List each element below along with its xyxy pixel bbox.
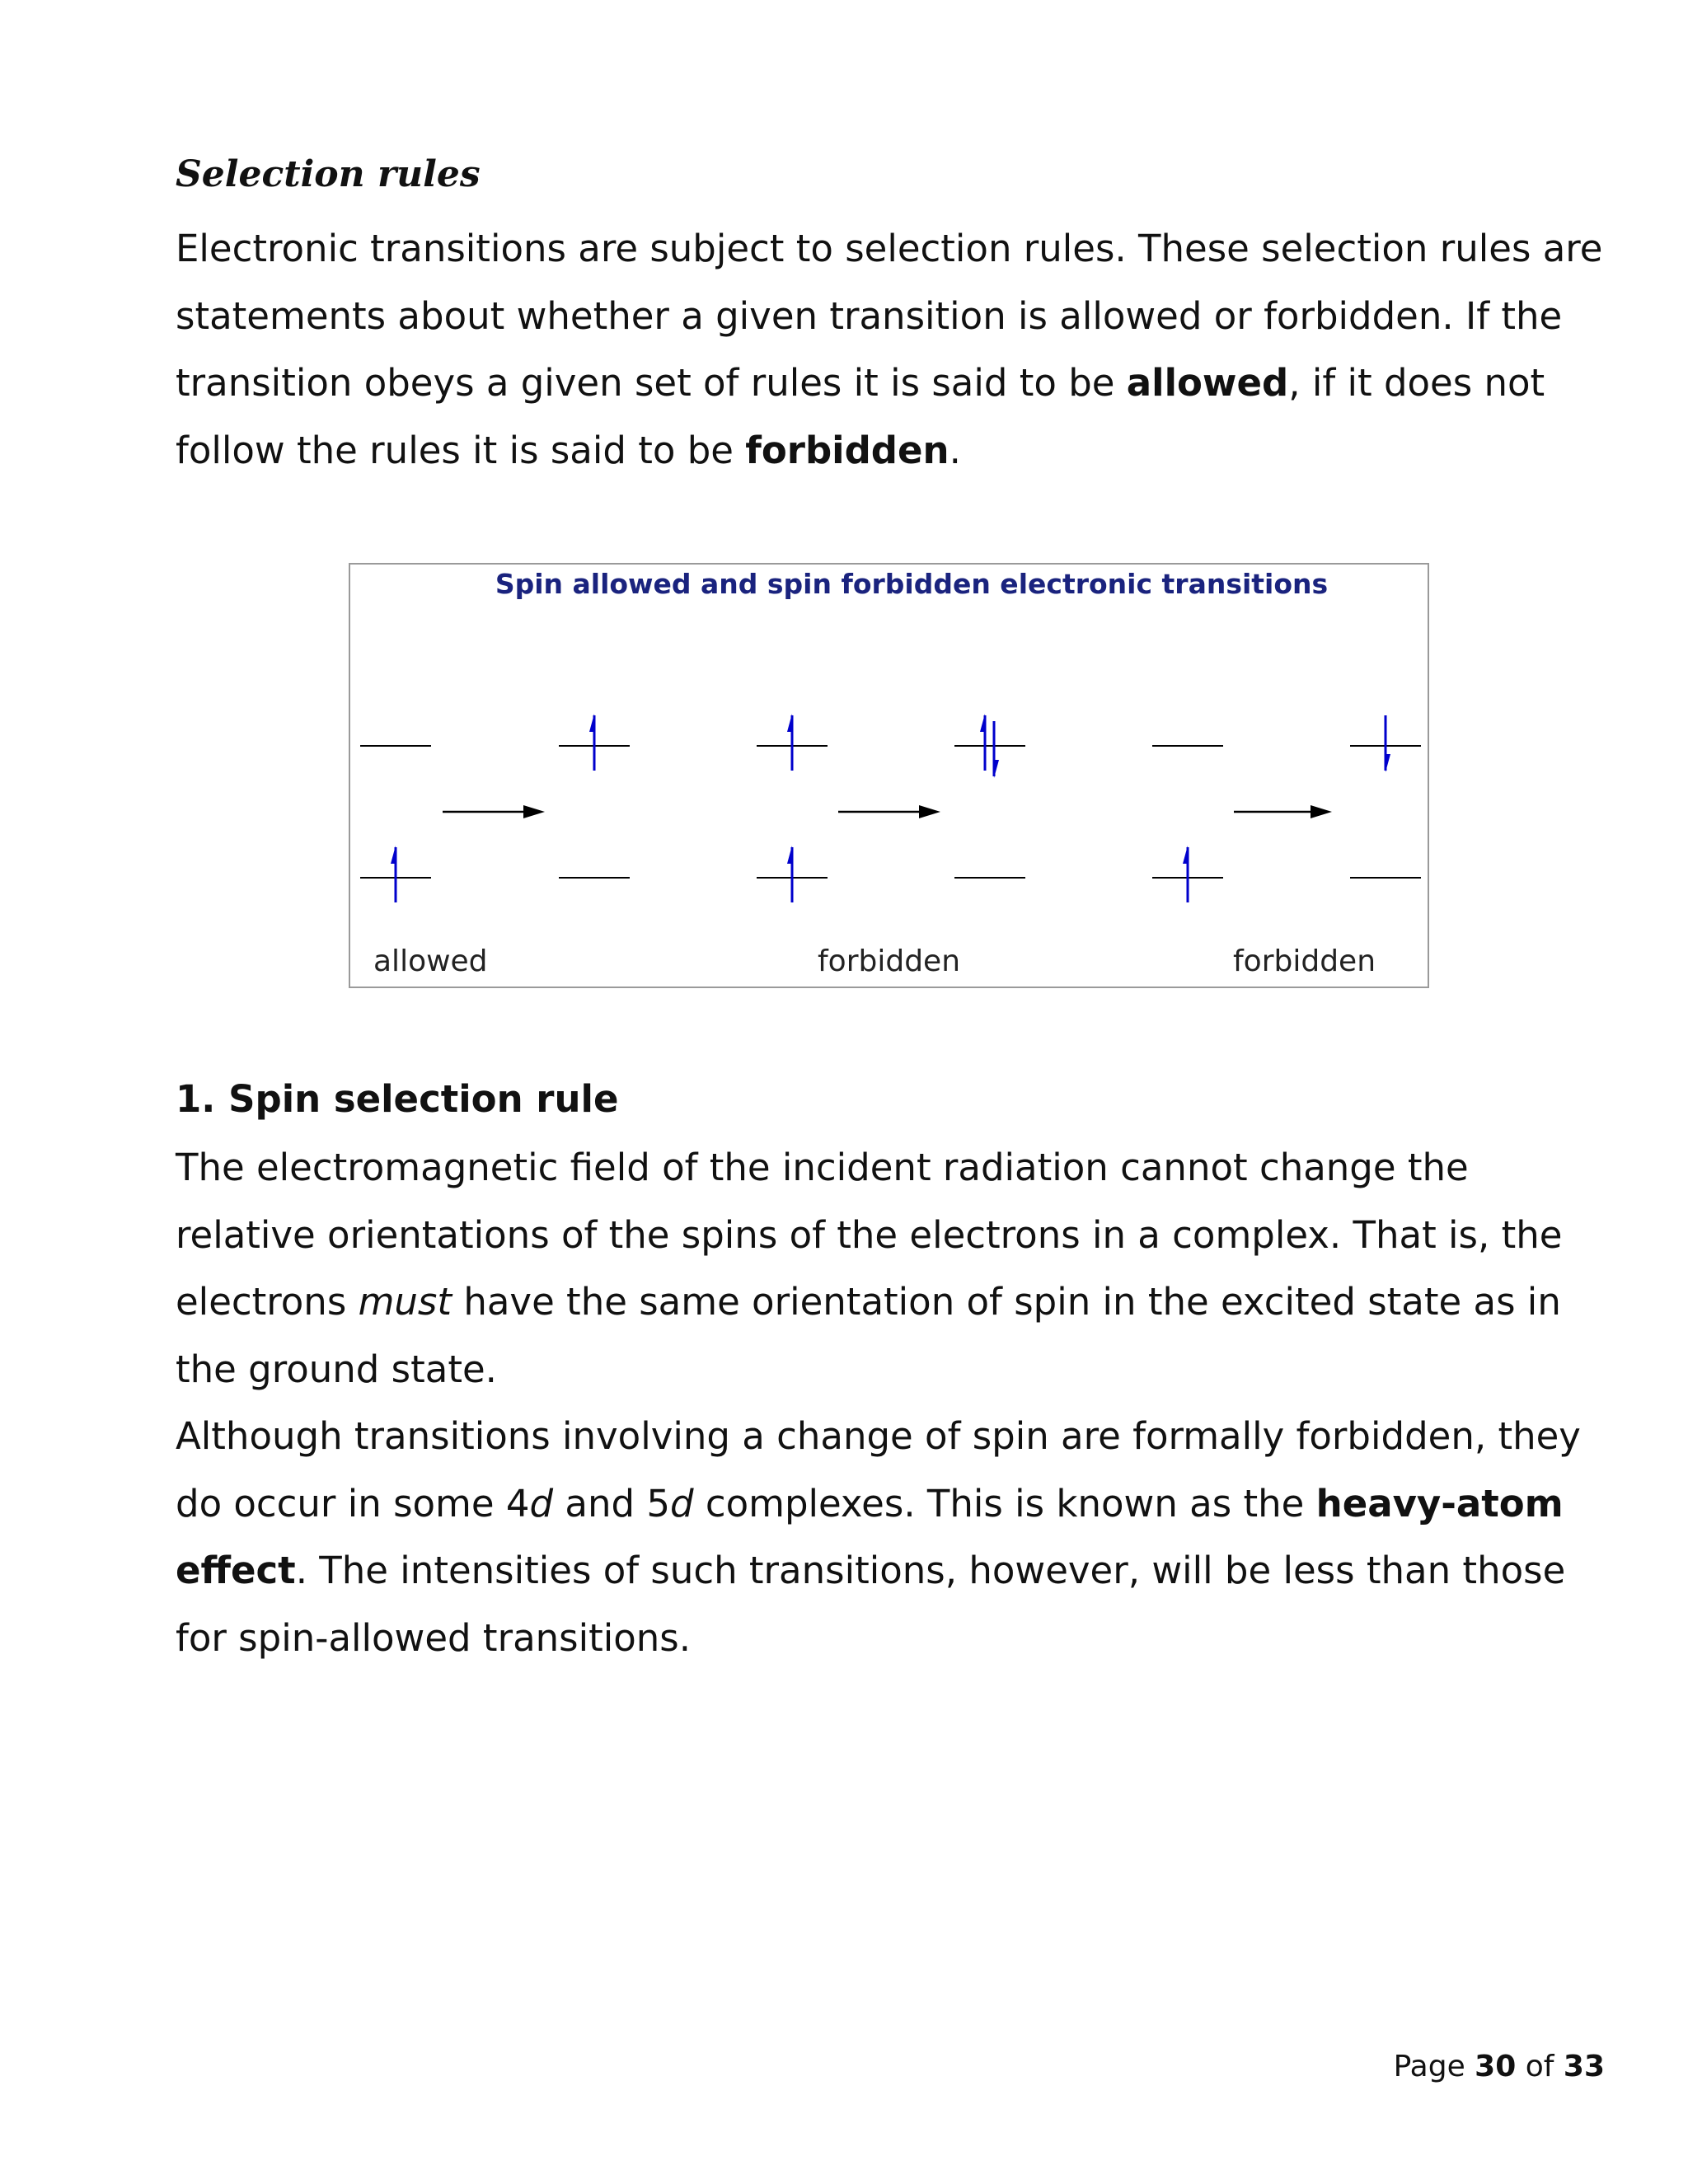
spin-transitions-figure: [349, 563, 1429, 988]
electron-down-icon: [993, 721, 999, 778]
para2-italic-d1: d: [529, 1481, 554, 1526]
para1-text-1: The electromagnetic field of the incident radiation cannot change the relative orientations of the spins of the electrons in a complex. That is, the electrons: [176, 1146, 1563, 1324]
electrons: [391, 714, 1390, 902]
arrow-forbidden-2: [1234, 805, 1332, 818]
electron-up-icon: [787, 714, 793, 771]
intro-text-3: .: [949, 428, 961, 472]
spin-rule-heading: 1. Spin selection rule: [176, 1077, 619, 1121]
para1-text-2: have the same orientation of spin in the excited state as in the ground state.: [176, 1280, 1561, 1391]
intro-bold-forbidden: forbidden: [745, 428, 950, 472]
transition-arrows: [443, 805, 1332, 818]
label-allowed: allowed: [373, 944, 488, 978]
para2-italic-d2: d: [669, 1481, 694, 1526]
electron-up-icon: [787, 846, 793, 902]
para2-text-4: . The intensities of such transitions, however, will be less than those for spin-allowed transitions.: [176, 1549, 1566, 1660]
intro-paragraph: [176, 215, 1606, 484]
spin-rule-body: [176, 1134, 1606, 1671]
footer-page-word: Page: [1393, 2050, 1465, 2083]
para2-text-3: complexes. This is known as the: [693, 1481, 1316, 1526]
arrow-forbidden-1: [838, 805, 940, 818]
footer-total-pages: 33: [1563, 2050, 1605, 2083]
figure-canvas: [350, 565, 1428, 987]
intro-text-1: Electronic transitions are subject to selection rules. These selection rules are statements about whether a given transition is allowed or forbidden. If the transition obeys a given set of rules it is said to be: [176, 227, 1603, 405]
figure-title: Spin allowed and spin forbidden electronic transitions: [495, 568, 1329, 600]
para1-italic-must: must: [358, 1280, 452, 1324]
footer-current-page: 30: [1475, 2050, 1517, 2083]
electron-down-icon: [1385, 715, 1390, 772]
label-forbidden-2: forbidden: [1233, 944, 1376, 978]
para2-text-1: Although transitions involving a change of spin are formally forbidden, they do occur in some 4: [176, 1414, 1581, 1526]
spin-rule-paragraph-1: [176, 1134, 1606, 1403]
para2-bold-heavy-atom: heavy-atom effect: [176, 1481, 1564, 1592]
intro-bold-allowed: allowed: [1126, 361, 1289, 405]
arrow-allowed: [443, 805, 545, 818]
electron-up-icon: [980, 714, 986, 771]
page-footer: [1394, 2046, 1605, 2088]
section-title: Selection rules: [176, 153, 481, 195]
electron-up-icon: [589, 714, 595, 771]
electron-up-icon: [391, 846, 396, 902]
intro-text-2: , if it does not follow the rules it is said to be: [176, 361, 1545, 472]
para2-text-2: and 5: [553, 1481, 670, 1526]
electron-up-icon: [1183, 846, 1189, 902]
spin-rule-paragraph-2: [176, 1403, 1606, 1671]
footer-of-word: of: [1525, 2050, 1554, 2083]
label-forbidden-1: forbidden: [818, 944, 961, 978]
